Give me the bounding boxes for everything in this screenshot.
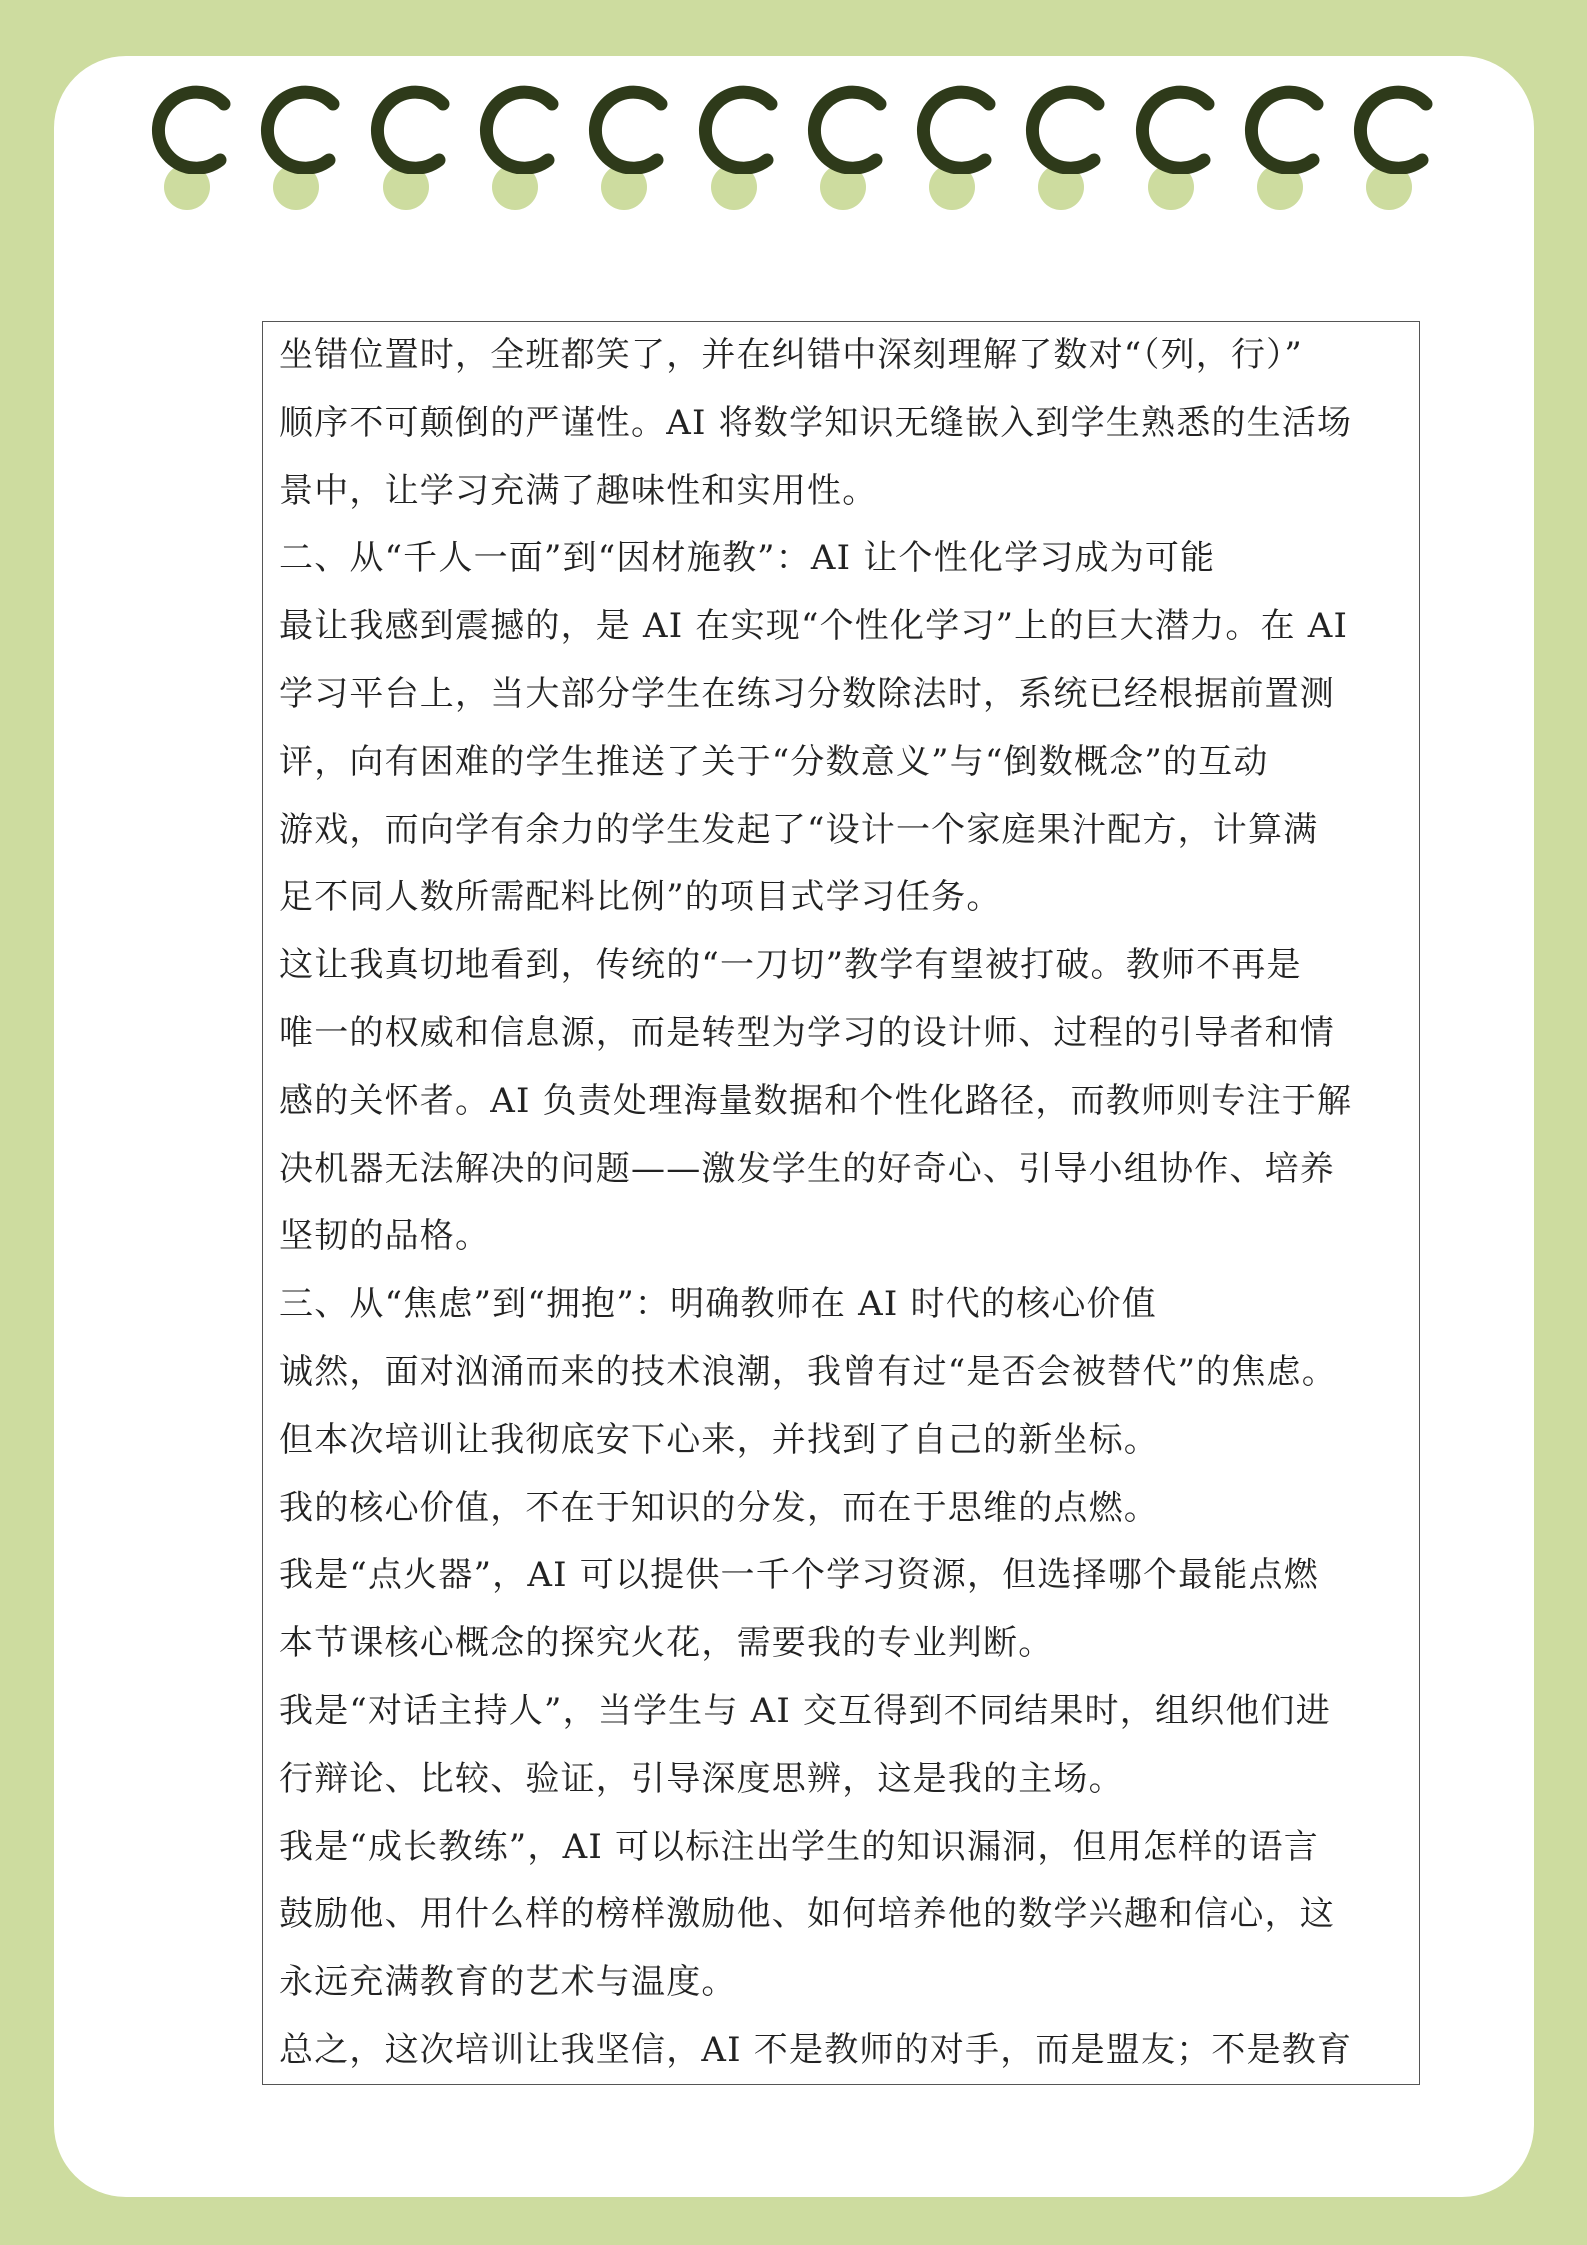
text-line: 行辩论、比较、验证，引导深度思辨，这是我的主场。: [279, 1758, 1124, 1799]
text-line: 感的关怀者。AI 负责处理海量数据和个性化路径，而教师则专注于解: [279, 1080, 1353, 1121]
ring-arc: [472, 82, 564, 174]
binding-ring: [909, 82, 1001, 174]
text-line: 我是“点火器”，AI 可以提供一千个学习资源，但选择哪个最能点燃: [279, 1555, 1319, 1596]
text-line: 景中，让学习充满了趣味性和实用性。: [279, 470, 878, 511]
binding-ring: [472, 82, 564, 174]
text-line: 我的核心价值，不在于知识的分发，而在于思维的点燃。: [279, 1487, 1159, 1528]
text-line: 我是“对话主持人”，当学生与 AI 交互得到不同结果时，组织他们进: [279, 1690, 1331, 1731]
text-line: 坚韧的品格。: [279, 1216, 491, 1257]
text-line: 但本次培训让我彻底安下心来，并找到了自己的新坐标。: [279, 1419, 1159, 1460]
text-line: 游戏，而向学有余力的学生发起了“设计一个家庭果汁配方，计算满: [279, 809, 1319, 850]
ring-arc: [800, 82, 892, 174]
binding-ring: [144, 82, 236, 174]
text-line: 永远充满教育的艺术与温度。: [279, 1962, 737, 2003]
text-line: 足不同人数所需配料比例”的项目式学习任务。: [279, 877, 1002, 918]
ring-arc: [1237, 82, 1329, 174]
text-line: 我是“成长教练”，AI 可以标注出学生的知识漏洞，但用怎样的语言: [279, 1826, 1319, 1867]
ring-arc: [1346, 82, 1438, 174]
text-content-box: [262, 321, 1420, 2085]
ring-arc: [144, 82, 236, 174]
text-line: 决机器无法解决的问题——激发学生的好奇心、引导小组协作、培养: [279, 1148, 1335, 1189]
ring-arc: [1018, 82, 1110, 174]
text-line: 坐错位置时，全班都笑了，并在纠错中深刻理解了数对“（列，行）”: [279, 335, 1303, 375]
text-line: 唯一的权威和信息源，而是转型为学习的设计师、过程的引导者和情: [279, 1012, 1335, 1053]
ring-arc: [909, 82, 1001, 174]
section-heading: 二、从“千人一面”到“因材施教”：AI 让个性化学习成为可能: [279, 538, 1216, 579]
binding-ring: [691, 82, 783, 174]
ring-arc: [363, 82, 455, 174]
text-line: 评，向有困难的学生推送了关于“分数意义”与“倒数概念”的互动: [279, 741, 1269, 782]
ring-arc: [581, 82, 673, 174]
text-line: 鼓励他、用什么样的榜样激励他、如何培养他的数学兴趣和信心，这: [279, 1894, 1335, 1935]
binding-ring: [581, 82, 673, 174]
ring-arc: [691, 82, 783, 174]
text-line: 最让我感到震撼的，是 AI 在实现“个性化学习”上的巨大潜力。在 AI: [279, 606, 1349, 647]
binding-ring: [1237, 82, 1329, 174]
text-line: 总之，这次培训让我坚信，AI 不是教师的对手，而是盟友；不是教育: [279, 2029, 1353, 2070]
text-line: 这让我真切地看到，传统的“一刀切”教学有望被打破。教师不再是: [279, 945, 1302, 986]
text-line: 诚然，面对汹涌而来的技术浪潮，我曾有过“是否会被替代”的焦虑。: [279, 1351, 1337, 1392]
binding-ring: [363, 82, 455, 174]
notebook-page: [54, 56, 1534, 2197]
binding-ring: [1346, 82, 1438, 174]
binding-ring: [1018, 82, 1110, 174]
section-heading: 三、从“焦虑”到“拥抱”：明确教师在 AI 时代的核心价值: [279, 1284, 1157, 1325]
text-line: 本节课核心概念的探究火花，需要我的专业判断。: [279, 1623, 1054, 1664]
ring-arc: [253, 82, 345, 174]
binding-ring: [1128, 82, 1220, 174]
binding-ring: [800, 82, 892, 174]
binding-ring: [253, 82, 345, 174]
text-line: 顺序不可颠倒的严谨性。AI 将数学知识无缝嵌入到学生熟悉的生活场: [279, 402, 1353, 443]
text-line: 学习平台上，当大部分学生在练习分数除法时，系统已经根据前置测: [279, 673, 1335, 714]
ring-arc: [1128, 82, 1220, 174]
